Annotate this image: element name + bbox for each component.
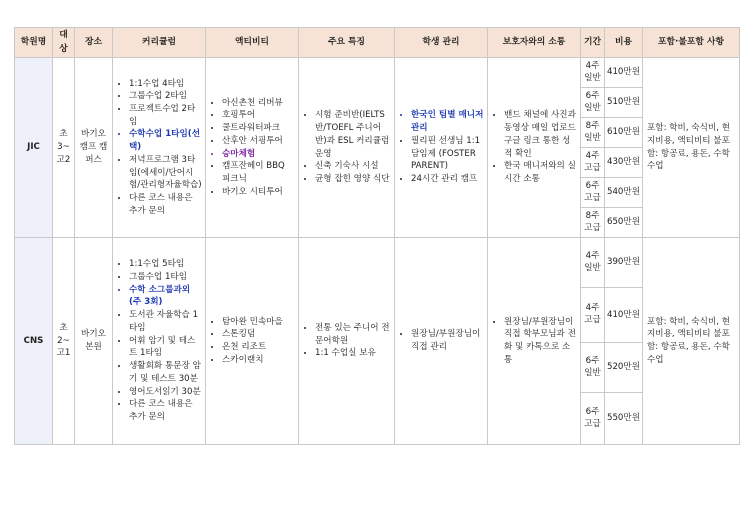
cost-cell: 550만원 — [605, 393, 643, 445]
list-item: • 캠프잔헤이 BBQ 피크닉 — [222, 160, 295, 185]
period-cell: 6주 고급 — [581, 393, 605, 445]
cost-cell: 520만원 — [605, 343, 643, 393]
header-location: 장소 — [75, 28, 113, 58]
header-period: 기간 — [581, 28, 605, 58]
list-item: • 수학수업 1타임(선택) — [129, 128, 202, 153]
period-cell: 4주 일반 — [581, 58, 605, 88]
list-item: • 어휘 암기 및 테스트 1타임 — [129, 335, 202, 360]
header-student-mgmt: 학생 관리 — [395, 28, 488, 58]
curriculum-cell — [113, 238, 206, 445]
period-cell: 8주 일반 — [581, 118, 605, 148]
list-item: • 탐아완 민속마을 — [222, 316, 295, 329]
list-item: • 온천 리조트 — [222, 341, 295, 354]
header-target: 대상 — [53, 28, 75, 58]
period-cell: 4주 고급 — [581, 148, 605, 178]
list-item: • 1:1 수업실 보유 — [315, 347, 391, 360]
activity-cell — [206, 58, 299, 238]
list-item: • 그룹수업 2타임 — [129, 90, 202, 103]
target-cell: 초2~고1 — [53, 238, 75, 445]
list-item: • 그룹수업 1타임 — [129, 271, 202, 284]
cost-cell: 390만원 — [605, 238, 643, 288]
location-cell: 바기오 본원 — [75, 238, 113, 445]
header-features: 주요 특징 — [299, 28, 395, 58]
period-cell: 4주 고급 — [581, 288, 605, 343]
features-cell — [299, 58, 395, 238]
list-item: • 시험 준비반(IELTS반/TOEFL 주니어반)과 ESL 커리큘럼 운영 — [315, 109, 391, 160]
table-row — [15, 238, 740, 288]
inclusion-cell: 포함: 학비, 숙식비, 현지비용, 액티비티 불포함: 항공료, 용돈, 수학 수업 — [643, 238, 740, 445]
list-item: • 전통 있는 주니어 전문어학원 — [315, 322, 391, 347]
cost-cell: 540만원 — [605, 178, 643, 208]
program-comparison-table — [14, 27, 740, 445]
list-item: • 1:1수업 4타임 — [129, 78, 202, 91]
list-item: • 스톤킹덤 — [222, 328, 295, 341]
period-cell: 4주 일반 — [581, 238, 605, 288]
list-item: • 원장님/부원장님이 직접 관리 — [411, 328, 484, 353]
list-item: • 프로젝트수업 2타임 — [129, 103, 202, 128]
header-activity: 액티비티 — [206, 28, 299, 58]
period-cell: 6주 일반 — [581, 343, 605, 393]
list-item: • 원장님/부원장님이 직접 학부모님과 전화 및 카톡으로 소통 — [504, 316, 577, 367]
parent-comm-cell — [488, 58, 581, 238]
list-item: • 다른 코스 내용은 추가 문의 — [129, 192, 202, 217]
list-item: • 스카이랜치 — [222, 354, 295, 367]
cost-cell: 650만원 — [605, 208, 643, 238]
list-item: • 한국인 팀별 매니저 관리 — [411, 109, 484, 134]
list-item: • 균형 잡힌 영양 식단 — [315, 173, 391, 186]
header-parent-comm: 보호자와의 소통 — [488, 28, 581, 58]
cost-cell: 410만원 — [605, 58, 643, 88]
list-item: • 쿨트라워터파크 — [222, 122, 295, 135]
list-item: • 아신촌천 리버뷰 — [222, 97, 295, 110]
list-item: • 1:1수업 5타임 — [129, 258, 202, 271]
header-academy: 학원명 — [15, 28, 53, 58]
location-cell: 바기오 캠프 캠퍼스 — [75, 58, 113, 238]
header-inclusion: 포함·불포함 사항 — [643, 28, 740, 58]
curriculum-cell — [113, 58, 206, 238]
header-cost: 비용 — [605, 28, 643, 58]
cost-cell: 510만원 — [605, 88, 643, 118]
list-item: • 산후안 서핑투어 — [222, 135, 295, 148]
inclusion-cell: 포함: 학비, 숙식비, 현지비용, 액티비티 불포함: 항공료, 용돈, 수학수업 — [643, 58, 740, 238]
list-item: • 바기오 시티투어 — [222, 186, 295, 199]
period-cell: 6주 고급 — [581, 178, 605, 208]
academy-name: CNS — [15, 238, 53, 445]
list-item: • 다른 코스 내용은 추가 문의 — [129, 398, 202, 423]
cost-cell: 430만원 — [605, 148, 643, 178]
cost-cell: 610만원 — [605, 118, 643, 148]
parent-comm-cell — [488, 238, 581, 445]
student-mgmt-cell — [395, 238, 488, 445]
list-item: • 필리핀 선생님 1:1 담임제 (FOSTER PARENT) — [411, 135, 484, 173]
list-item: • 호핑투어 — [222, 109, 295, 122]
activity-cell — [206, 238, 299, 445]
list-item: • 수학 소그룹과외 (주 3회) — [129, 284, 202, 309]
list-item: • 한국 매니저와의 실시간 소통 — [504, 160, 577, 185]
target-cell: 초3~고2 — [53, 58, 75, 238]
table-row — [15, 58, 740, 88]
list-item: • 영어도서읽기 30분 — [129, 386, 202, 399]
list-item: • 생활회화 통문장 암기 및 테스트 30분 — [129, 360, 202, 385]
header-row — [15, 28, 740, 58]
student-mgmt-cell — [395, 58, 488, 238]
academy-name: JIC — [15, 58, 53, 238]
period-cell: 8주 고급 — [581, 208, 605, 238]
list-item: • 밴드 채널에 사진과 동영상 매일 업로드 구글 링크 통한 성적 확인 — [504, 109, 577, 160]
period-cell: 6주 일반 — [581, 88, 605, 118]
list-item: • 24시간 관리 캠프 — [411, 173, 484, 186]
list-item: • 도서관 자율학습 1타임 — [129, 309, 202, 334]
list-item: • 승마체험 — [222, 148, 295, 161]
list-item: • 저녁프로그램 3타임(에세이/단어시험/관리형자율학습) — [129, 154, 202, 192]
list-item: • 신축 기숙사 시설 — [315, 160, 391, 173]
cost-cell: 410만원 — [605, 288, 643, 343]
features-cell — [299, 238, 395, 445]
header-curriculum: 커리큘럼 — [113, 28, 206, 58]
